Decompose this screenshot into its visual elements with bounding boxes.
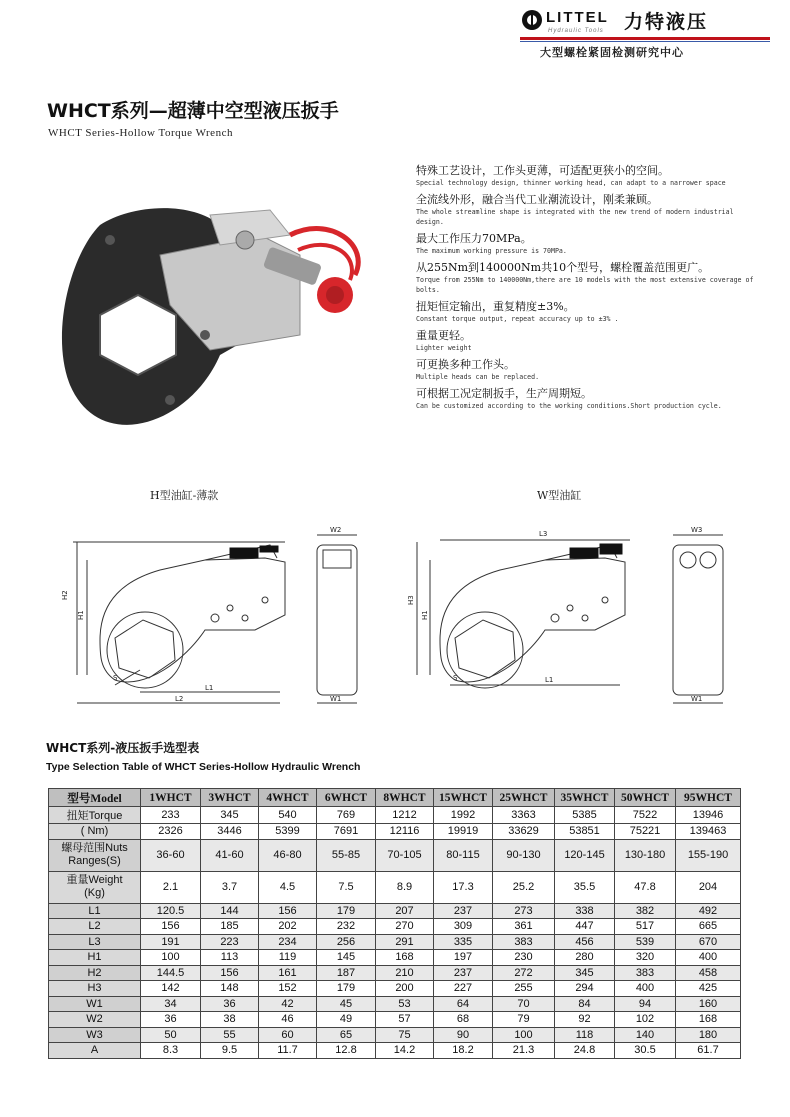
- table-cell: 540: [259, 807, 317, 824]
- dim-h1: H1: [77, 610, 85, 620]
- table-row: [49, 981, 741, 997]
- brand-name-en: LITTEL: [546, 9, 609, 26]
- table-cell: 145: [317, 950, 376, 966]
- table-cell: 152: [259, 981, 317, 997]
- table-cell: 35.5: [555, 871, 615, 903]
- table-cell: 156: [141, 919, 201, 935]
- table-cell: 33629: [493, 824, 555, 840]
- table-row: [49, 934, 741, 950]
- dim-h3: H3: [407, 595, 415, 605]
- table-cell: 55-85: [317, 839, 376, 871]
- table-cell: 233: [141, 807, 201, 824]
- table-row: [49, 839, 741, 871]
- table-cell: 156: [259, 903, 317, 919]
- header-cell: 1WHCT: [141, 789, 201, 807]
- table-cell: 160: [676, 996, 741, 1012]
- table-cell: 361: [493, 919, 555, 935]
- table-cell: 3363: [493, 807, 555, 824]
- table-cell: 338: [555, 903, 615, 919]
- table-cell: 320: [615, 950, 676, 966]
- table-cell: 3.7: [201, 871, 259, 903]
- feature-item: 可更换多种工作头。 Multiple heads can be replaced.: [416, 358, 540, 381]
- table-cell: 70: [493, 996, 555, 1012]
- header-cell: 95WHCT: [676, 789, 741, 807]
- table-title-en: Type Selection Table of WHCT Series-Hollow Hydraulic Wrench: [46, 761, 361, 773]
- table-cell: 47.8: [615, 871, 676, 903]
- w-type-drawing: [405, 520, 745, 710]
- row-label: H1: [49, 950, 141, 966]
- header-cell: 35WHCT: [555, 789, 615, 807]
- table-cell: 273: [493, 903, 555, 919]
- table-cell: 670: [676, 934, 741, 950]
- table-cell: 255: [493, 981, 555, 997]
- table-cell: 100: [141, 950, 201, 966]
- table-cell: 180: [676, 1027, 741, 1043]
- table-cell: 5399: [259, 824, 317, 840]
- table-title-cn: WHCT系列-液压扳手选型表: [46, 741, 200, 755]
- table-cell: 5385: [555, 807, 615, 824]
- dim-l2: L2: [175, 695, 184, 703]
- table-cell: 4.5: [259, 871, 317, 903]
- table-cell: 237: [434, 903, 493, 919]
- table-cell: 68: [434, 1012, 493, 1028]
- table-cell: 237: [434, 965, 493, 981]
- table-cell: 12.8: [317, 1043, 376, 1059]
- table-cell: 21.3: [493, 1043, 555, 1059]
- table-cell: 94: [615, 996, 676, 1012]
- table-cell: 34: [141, 996, 201, 1012]
- table-cell: 447: [555, 919, 615, 935]
- table-cell: 335: [434, 934, 493, 950]
- table-row: [49, 903, 741, 919]
- row-label: H2: [49, 965, 141, 981]
- dim-s: S: [113, 674, 118, 682]
- table-cell: 383: [493, 934, 555, 950]
- table-cell: 42: [259, 996, 317, 1012]
- table-cell: 280: [555, 950, 615, 966]
- table-cell: 155-190: [676, 839, 741, 871]
- brand-header: [520, 8, 770, 58]
- table-cell: 1992: [434, 807, 493, 824]
- table-cell: 75221: [615, 824, 676, 840]
- row-label: L1: [49, 903, 141, 919]
- feature-item: 重量更轻。 Lighter weight: [416, 329, 472, 352]
- table-cell: 19919: [434, 824, 493, 840]
- table-cell: 230: [493, 950, 555, 966]
- table-cell: 227: [434, 981, 493, 997]
- table-cell: 25.2: [493, 871, 555, 903]
- table-cell: 18.2: [434, 1043, 493, 1059]
- row-label: 重量Weight (Kg): [49, 871, 141, 903]
- table-cell: 270: [376, 919, 434, 935]
- table-row: [49, 950, 741, 966]
- table-cell: 65: [317, 1027, 376, 1043]
- table-cell: 36: [201, 996, 259, 1012]
- header-cell: 3WHCT: [201, 789, 259, 807]
- brand-subtitle: Hydraulic Tools: [548, 28, 604, 34]
- feature-item: 特殊工艺设计，工作头更薄，可适配更狭小的空间。 Special technology design, thinner working head, can adapt to a narrower space: [416, 164, 726, 187]
- table-cell: 64: [434, 996, 493, 1012]
- row-label: L2: [49, 919, 141, 935]
- header-cell: 6WHCT: [317, 789, 376, 807]
- table-cell: 100: [493, 1027, 555, 1043]
- feature-list: [416, 163, 756, 415]
- header-cell: 15WHCT: [434, 789, 493, 807]
- dim-w1: W1: [330, 695, 342, 703]
- table-cell: 61.7: [676, 1043, 741, 1059]
- table-cell: 90-130: [493, 839, 555, 871]
- dim-h1-w: H1: [421, 610, 429, 620]
- dim-l1-w: L1: [545, 676, 554, 684]
- table-cell: 144.5: [141, 965, 201, 981]
- row-label: ( Nm): [49, 824, 141, 840]
- dim-l1: L1: [205, 684, 214, 692]
- table-cell: 382: [615, 903, 676, 919]
- table-cell: 204: [676, 871, 741, 903]
- table-cell: 130-180: [615, 839, 676, 871]
- brand-divider-red: [520, 37, 770, 40]
- table-cell: 458: [676, 965, 741, 981]
- table-cell: 223: [201, 934, 259, 950]
- table-cell: 7691: [317, 824, 376, 840]
- table-cell: 256: [317, 934, 376, 950]
- w-cylinder-label: W型油缸: [537, 489, 582, 502]
- h-type-drawing: [55, 520, 375, 710]
- table-cell: 90: [434, 1027, 493, 1043]
- table-cell: 148: [201, 981, 259, 997]
- table-cell: 272: [493, 965, 555, 981]
- table-cell: 291: [376, 934, 434, 950]
- table-cell: 46: [259, 1012, 317, 1028]
- table-cell: 400: [676, 950, 741, 966]
- table-cell: 197: [434, 950, 493, 966]
- table-cell: 120-145: [555, 839, 615, 871]
- table-cell: 139463: [676, 824, 741, 840]
- row-label: W3: [49, 1027, 141, 1043]
- table-cell: 53851: [555, 824, 615, 840]
- table-cell: 13946: [676, 807, 741, 824]
- table-cell: 8.3: [141, 1043, 201, 1059]
- dim-w3: W3: [691, 526, 703, 534]
- row-label: H3: [49, 981, 141, 997]
- table-cell: 161: [259, 965, 317, 981]
- table-cell: 50: [141, 1027, 201, 1043]
- table-cell: 119: [259, 950, 317, 966]
- table-cell: 79: [493, 1012, 555, 1028]
- table-header-row: [49, 789, 741, 807]
- table-cell: 200: [376, 981, 434, 997]
- table-cell: 345: [201, 807, 259, 824]
- table-cell: 24.8: [555, 1043, 615, 1059]
- feature-item: 可根据工况定制扳手，生产周期短。 Can be customized according to the working conditions.Short production cycle.: [416, 387, 722, 410]
- dim-w1-w: W1: [691, 695, 703, 703]
- table-cell: 60: [259, 1027, 317, 1043]
- table-row: [49, 807, 741, 824]
- littel-logo-icon: [520, 8, 544, 32]
- table-cell: 345: [555, 965, 615, 981]
- table-cell: 49: [317, 1012, 376, 1028]
- table-cell: 12116: [376, 824, 434, 840]
- row-label: W2: [49, 1012, 141, 1028]
- table-cell: 168: [376, 950, 434, 966]
- header-cell: 4WHCT: [259, 789, 317, 807]
- table-cell: 400: [615, 981, 676, 997]
- spec-table: [48, 788, 741, 1059]
- table-cell: 80-115: [434, 839, 493, 871]
- table-row: [49, 996, 741, 1012]
- table-cell: 142: [141, 981, 201, 997]
- table-cell: 36: [141, 1012, 201, 1028]
- table-cell: 456: [555, 934, 615, 950]
- table-cell: 539: [615, 934, 676, 950]
- table-cell: 144: [201, 903, 259, 919]
- table-cell: 232: [317, 919, 376, 935]
- table-row: [49, 824, 741, 840]
- header-cell: 8WHCT: [376, 789, 434, 807]
- table-cell: 41-60: [201, 839, 259, 871]
- table-cell: 179: [317, 981, 376, 997]
- table-cell: 53: [376, 996, 434, 1012]
- table-cell: 425: [676, 981, 741, 997]
- table-cell: 57: [376, 1012, 434, 1028]
- page-title-en: WHCT Series-Hollow Torque Wrench: [48, 127, 233, 139]
- feature-item: 最大工作压力70MPa。 The maximum working pressure is 70MPa.: [416, 232, 567, 255]
- table-cell: 17.3: [434, 871, 493, 903]
- dim-h2: H2: [61, 590, 69, 600]
- row-label: W1: [49, 996, 141, 1012]
- row-label: 螺母范围Nuts Ranges(S): [49, 839, 141, 871]
- table-cell: 36-60: [141, 839, 201, 871]
- table-cell: 9.5: [201, 1043, 259, 1059]
- feature-item: 全流线外形，融合当代工业潮流设计，刚柔兼顾。 The whole streamline shape is integrated with the new trend of modern industrial design.: [416, 193, 734, 226]
- product-photo: [60, 195, 380, 455]
- table-cell: 294: [555, 981, 615, 997]
- table-cell: 11.7: [259, 1043, 317, 1059]
- table-row: [49, 919, 741, 935]
- table-cell: 14.2: [376, 1043, 434, 1059]
- table-cell: 665: [676, 919, 741, 935]
- table-cell: 202: [259, 919, 317, 935]
- table-cell: 234: [259, 934, 317, 950]
- table-cell: 492: [676, 903, 741, 919]
- table-cell: 8.9: [376, 871, 434, 903]
- table-cell: 383: [615, 965, 676, 981]
- brand-tagline: 大型螺栓紧固检测研究中心: [540, 46, 684, 59]
- table-cell: 102: [615, 1012, 676, 1028]
- table-row: [49, 965, 741, 981]
- table-cell: 84: [555, 996, 615, 1012]
- header-cell: 50WHCT: [615, 789, 676, 807]
- dim-w2: W2: [330, 526, 342, 534]
- table-cell: 92: [555, 1012, 615, 1028]
- table-cell: 7522: [615, 807, 676, 824]
- table-cell: 210: [376, 965, 434, 981]
- table-row: [49, 871, 741, 903]
- table-row: [49, 1043, 741, 1059]
- dim-s-w: S: [453, 674, 458, 682]
- table-cell: 120.5: [141, 903, 201, 919]
- table-cell: 309: [434, 919, 493, 935]
- table-cell: 2326: [141, 824, 201, 840]
- table-cell: 2.1: [141, 871, 201, 903]
- table-row: [49, 1012, 741, 1028]
- table-cell: 140: [615, 1027, 676, 1043]
- brand-name-cn: 力特液压: [624, 11, 709, 33]
- table-cell: 118: [555, 1027, 615, 1043]
- table-cell: 75: [376, 1027, 434, 1043]
- row-label: L3: [49, 934, 141, 950]
- table-cell: 113: [201, 950, 259, 966]
- table-cell: 7.5: [317, 871, 376, 903]
- table-cell: 70-105: [376, 839, 434, 871]
- table-cell: 3446: [201, 824, 259, 840]
- page-title-cn: WHCT系列—超薄中空型液压扳手: [47, 100, 339, 122]
- table-cell: 156: [201, 965, 259, 981]
- brand-divider-blue: [520, 41, 770, 42]
- row-label: 扭矩Torque: [49, 807, 141, 824]
- table-cell: 168: [676, 1012, 741, 1028]
- h-cylinder-label: H型油缸-薄款: [150, 489, 219, 502]
- feature-item: 扭矩恒定输出，重复精度±3%。 Constant torque output, repeat accuracy up to ±3% .: [416, 300, 619, 323]
- table-cell: 45: [317, 996, 376, 1012]
- row-label: A: [49, 1043, 141, 1059]
- table-cell: 517: [615, 919, 676, 935]
- table-cell: 179: [317, 903, 376, 919]
- table-row: [49, 1027, 741, 1043]
- table-cell: 187: [317, 965, 376, 981]
- table-cell: 38: [201, 1012, 259, 1028]
- table-cell: 207: [376, 903, 434, 919]
- header-cell: 25WHCT: [493, 789, 555, 807]
- table-cell: 1212: [376, 807, 434, 824]
- header-cell: 型号Model: [49, 789, 141, 807]
- table-cell: 30.5: [615, 1043, 676, 1059]
- dim-l3: L3: [539, 530, 548, 538]
- table-cell: 185: [201, 919, 259, 935]
- table-cell: 191: [141, 934, 201, 950]
- table-cell: 55: [201, 1027, 259, 1043]
- table-cell: 46-80: [259, 839, 317, 871]
- table-cell: 769: [317, 807, 376, 824]
- feature-item: 从255Nm到140000Nm共10个型号，螺栓覆盖范围更广。 Torque from 255Nm to 140000Nm,there are 10 models with the most extensive coverage of bolts.: [416, 261, 754, 294]
